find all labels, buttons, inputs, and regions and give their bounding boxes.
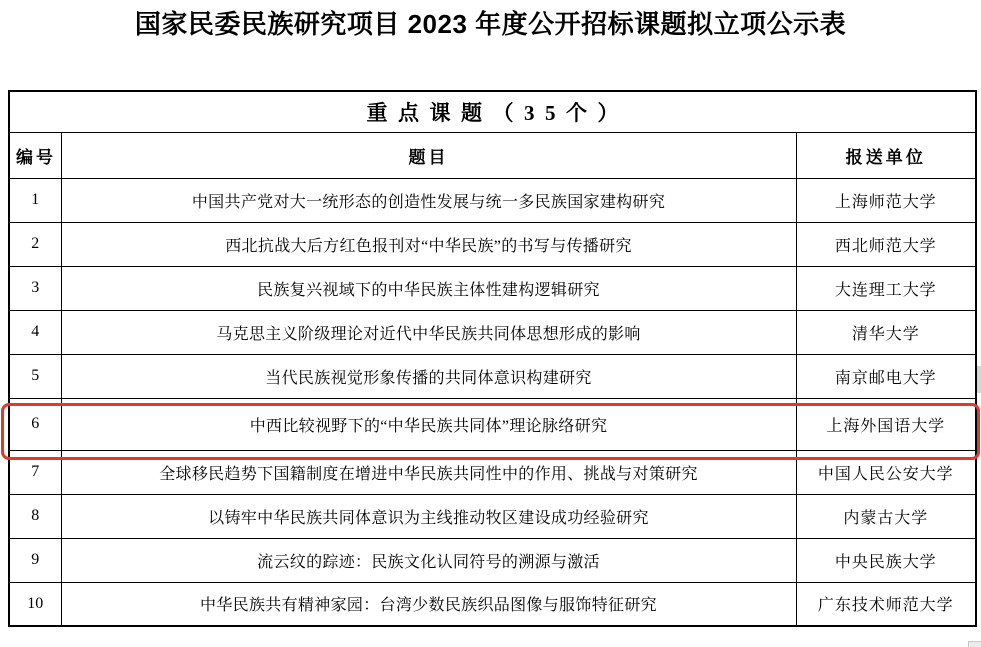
column-header-unit: 报送单位 [796,132,976,178]
row-title: 马克思主义阶级理论对近代中华民族共同体思想形成的影响 [61,310,796,354]
table-row [9,450,976,494]
table-row [9,222,976,266]
table-row [9,178,976,222]
band-header-row [9,91,976,132]
row-title: 全球移民趋势下国籍制度在增进中华民族共同性中的作用、挑战与对策研究 [61,450,796,494]
row-number: 7 [9,450,61,494]
row-title: 中华民族共有精神家园：台湾少数民族织品图像与服饰特征研究 [61,582,796,626]
row-unit: 上海外国语大学 [796,398,976,450]
band-header: 重点课题（35个） [9,91,976,132]
row-number: 10 [9,582,61,626]
row-title: 中西比较视野下的“中华民族共同体”理论脉络研究 [61,398,796,450]
row-number: 2 [9,222,61,266]
table-row [9,266,976,310]
column-header-row [9,132,976,178]
column-header-no: 编号 [9,132,61,178]
row-number: 6 [9,398,61,450]
table-row [9,582,976,626]
row-unit: 西北师范大学 [796,222,976,266]
row-title: 当代民族视觉形象传播的共同体意识构建研究 [61,354,796,398]
row-unit: 中国人民公安大学 [796,450,976,494]
topics-table-body [9,178,976,626]
row-number: 8 [9,494,61,538]
row-unit: 清华大学 [796,310,976,354]
row-number: 4 [9,310,61,354]
row-unit: 中央民族大学 [796,538,976,582]
row-number: 5 [9,354,61,398]
table-row [9,538,976,582]
vertical-scrollbar-thumb[interactable] [977,366,981,393]
row-number: 3 [9,266,61,310]
topics-table-container [8,90,975,627]
row-title: 民族复兴视域下的中华民族主体性建构逻辑研究 [61,266,796,310]
row-title: 流云纹的踪迹：民族文化认同符号的溯源与激活 [61,538,796,582]
page-title: 国家民委民族研究项目 2023 年度公开招标课题拟立项公示表 [134,9,847,39]
topics-table [8,90,977,627]
column-header-title: 题目 [61,132,796,178]
row-title: 西北抗战大后方红色报刊对“中华民族”的书写与传播研究 [61,222,796,266]
row-title: 以铸牢中华民族共同体意识为主线推动牧区建设成功经验研究 [61,494,796,538]
table-row [9,494,976,538]
scrollbar-corner [968,641,981,647]
table-row [9,354,976,398]
row-unit: 广东技术师范大学 [796,582,976,626]
row-number: 1 [9,178,61,222]
row-unit: 上海师范大学 [796,178,976,222]
row-unit: 大连理工大学 [796,266,976,310]
row-unit: 内蒙古大学 [796,494,976,538]
table-row [9,398,976,450]
row-unit: 南京邮电大学 [796,354,976,398]
row-title: 中国共产党对大一统形态的创造性发展与统一多民族国家建构研究 [61,178,796,222]
table-row [9,310,976,354]
row-number: 9 [9,538,61,582]
